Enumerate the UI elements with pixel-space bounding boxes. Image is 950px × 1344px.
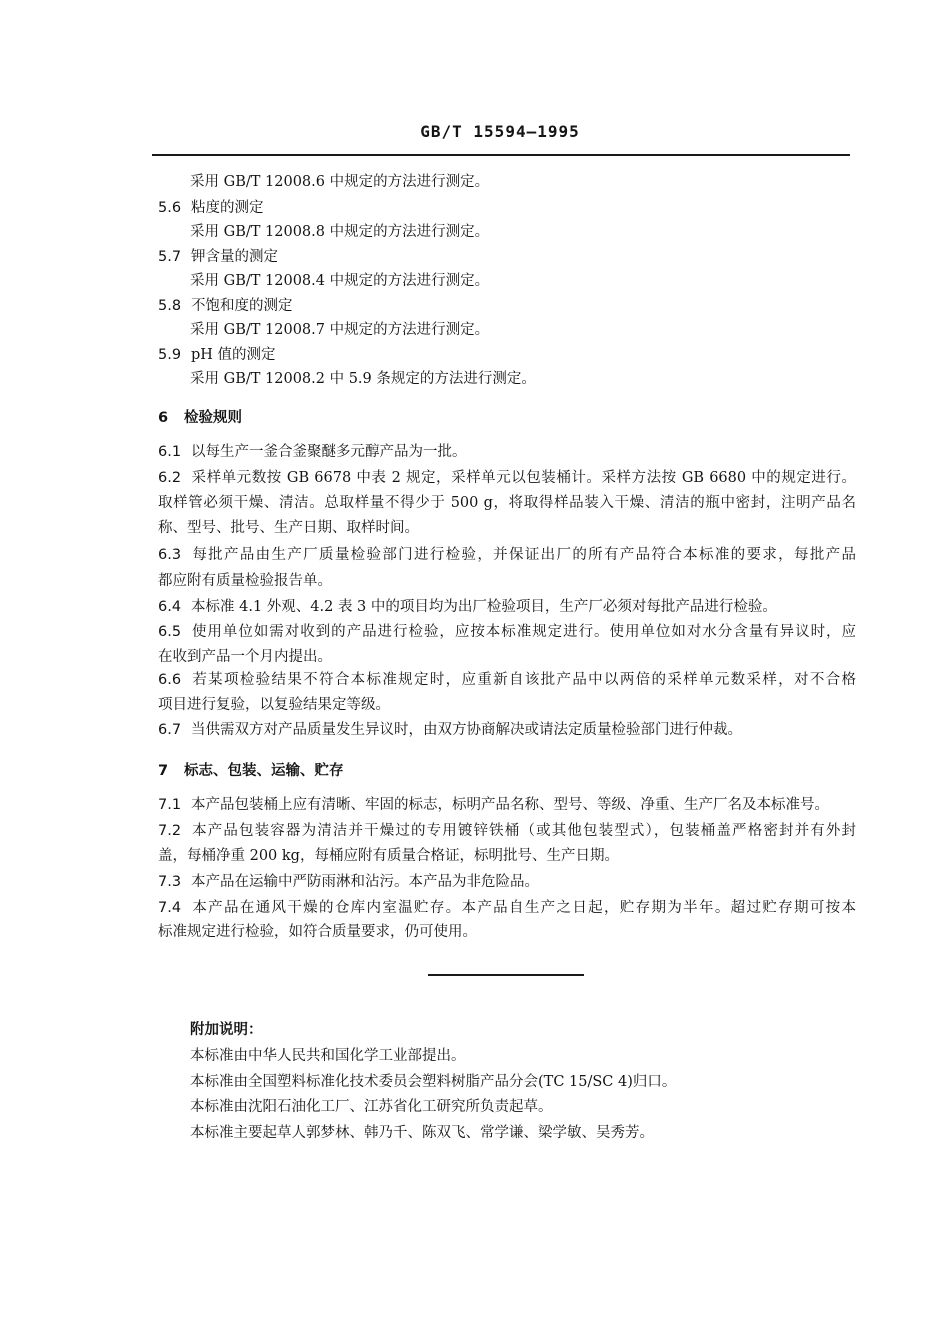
header-divider [152,154,850,156]
clause-6-5-line-2: 在收到产品一个月内提出。 [158,649,332,665]
notes-line-4: 本标准主要起草人郭梦林、韩乃千、陈双飞、常学谦、梁学敏、吴秀芳。 [190,1125,654,1141]
section-number: 7 [158,763,169,779]
clause-number: 5.7 [158,249,182,265]
page-header-standard-number: GB/T 15594—1995 [420,122,580,141]
clause-title: 不饱和度的测定 [191,298,293,314]
clause-number: 7.3 [158,874,182,890]
clause-text: 本标准 4.1 外观、4.2 表 3 中的项目均为出厂检验项目，生产厂必须对每批产品进行检验。 [191,599,777,615]
clause-number: 6.5 [158,624,182,640]
clause-7-4-line-1 [158,898,856,918]
clause-text: 本产品包装桶上应有清晰、牢固的标志，标明产品名称、型号、等级、净重、生产厂名及本标准号。 [191,797,829,813]
notes-line-2: 本标准由全国塑料标准化技术委员会塑料树脂产品分会(TC 15/SC 4)归口。 [190,1074,677,1090]
notes-line-1: 本标准由中华人民共和国化学工业部提出。 [190,1048,466,1064]
section-title: 标志、包装、运输、贮存 [184,763,344,779]
clause-number: 6.7 [158,722,182,738]
clause-text: 本产品在运输中严防雨淋和沾污。本产品为非危险品。 [191,874,539,890]
clause-7-1 [158,795,829,815]
clause-number: 6.3 [158,547,182,563]
clause-title: 粘度的测定 [191,200,264,216]
clause-7-4-line-2: 标准规定进行检验，如符合质量要求，仍可使用。 [158,924,477,940]
clause-6-3-line-2: 都应附有质量检验报告单。 [158,573,332,589]
clause-text: 当供需双方对产品质量发生异议时，由双方协商解决或请法定质量检验部门进行仲裁。 [191,722,742,738]
clause-number: 6.1 [158,444,182,460]
clause-5-8-heading [158,296,293,316]
clause-text: 使用单位如需对收到的产品进行检验，应按本标准规定进行。使用单位如对水分含量有异议时，应 [191,624,856,640]
clause-number: 7.1 [158,797,182,813]
clause-5-6-body: 采用 GB/T 12008.8 中规定的方法进行测定。 [190,224,490,240]
clause-number: 6.4 [158,599,182,615]
clause-number: 5.8 [158,298,182,314]
clause-6-2-line-1 [158,468,856,488]
notes-title: 附加说明： [190,1022,263,1038]
clause-title: 钾含量的测定 [191,249,278,265]
clause-6-6-line-1 [158,670,856,690]
sec5-line-0: 采用 GB/T 12008.6 中规定的方法进行测定。 [190,174,490,190]
clause-7-3 [158,872,539,892]
section-7-heading [158,761,344,781]
clause-number: 6.2 [158,470,182,486]
section-title: 检验规则 [184,410,242,426]
clause-number: 5.6 [158,200,182,216]
clause-6-6-line-2: 项目进行复验，以复验结果定等级。 [158,697,390,713]
clause-5-7-body: 采用 GB/T 12008.4 中规定的方法进行测定。 [190,273,490,289]
clause-5-9-heading [158,345,276,365]
clause-6-5-line-1 [158,622,856,642]
clause-number: 5.9 [158,347,182,363]
clause-text: 本产品包装容器为清洁并干燥过的专用镀锌铁桶（或其他包装型式），包装桶盖严格密封并有外封 [191,823,856,839]
clause-title: pH 值的测定 [191,347,276,363]
clause-6-7 [158,720,742,740]
section-6-heading [158,408,242,428]
clause-6-1 [158,442,467,462]
clause-7-2-line-1 [158,821,856,841]
clause-text: 若某项检验结果不符合本标准规定时，应重新自该批产品中以两倍的采样单元数采样，对不合格 [191,672,856,688]
clause-5-9-body: 采用 GB/T 12008.2 中 5.9 条规定的方法进行测定。 [190,371,536,387]
notes-line-3: 本标准由沈阳石油化工厂、江苏省化工研究所负责起草。 [190,1099,553,1115]
clause-number: 6.6 [158,672,182,688]
clause-6-2-line-2: 取样管必须干燥、清洁。总取样量不得少于 500 g，将取得样品装入干燥、清洁的瓶中密封，注明产品名 [158,495,856,511]
clause-6-2-line-3: 称、型号、批号、生产日期、取样时间。 [158,520,419,536]
clause-number: 7.2 [158,823,182,839]
clause-text: 以每生产一釜合釜聚醚多元醇产品为一批。 [191,444,467,460]
clause-number: 7.4 [158,900,182,916]
clause-text: 采样单元数按 GB 6678 中表 2 规定，采样单元以包装桶计。采样方法按 GB 6680 中的规定进行。 [191,470,856,486]
clause-text: 本产品在通风干燥的仓库内室温贮存。本产品自生产之日起，贮存期为半年。超过贮存期可按本 [191,900,856,916]
clause-6-4 [158,597,777,617]
clause-7-2-line-2: 盖，每桶净重 200 kg，每桶应附有质量合格证，标明批号、生产日期。 [158,848,619,864]
clause-6-3-line-1 [158,545,856,565]
clause-5-7-heading [158,247,278,267]
clause-5-6-heading [158,198,264,218]
clause-text: 每批产品由生产厂质量检验部门进行检验，并保证出厂的所有产品符合本标准的要求，每批产品 [191,547,856,563]
end-of-text-rule [428,974,584,976]
section-number: 6 [158,410,169,426]
clause-5-8-body: 采用 GB/T 12008.7 中规定的方法进行测定。 [190,322,490,338]
